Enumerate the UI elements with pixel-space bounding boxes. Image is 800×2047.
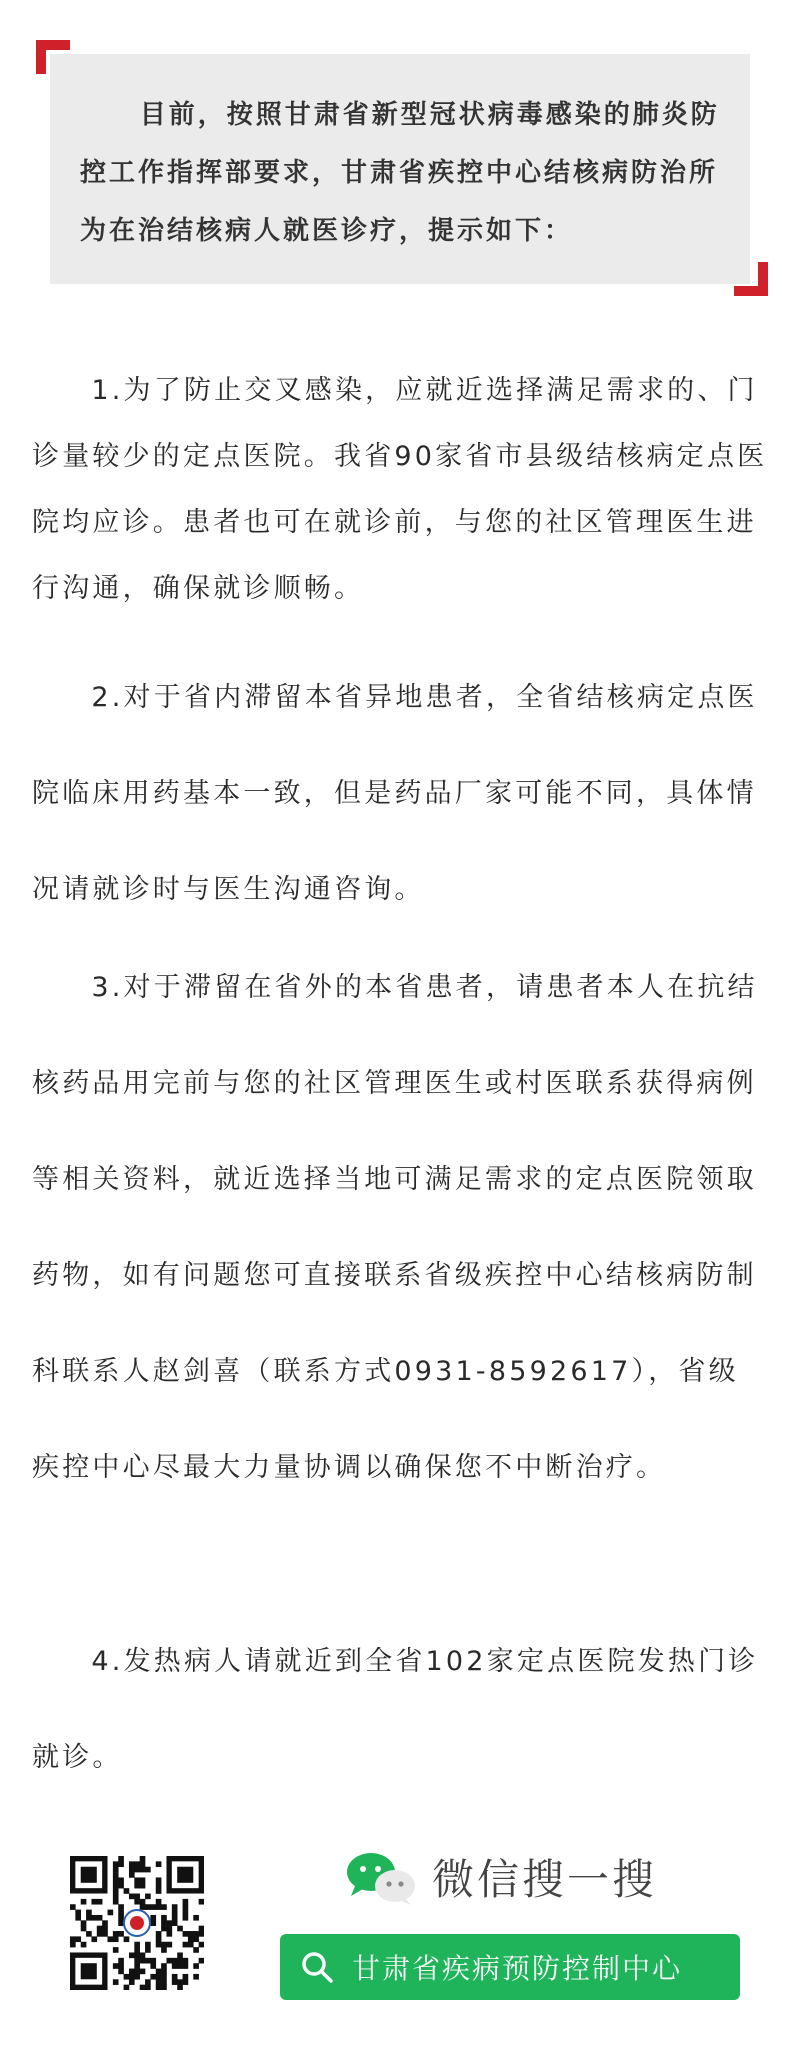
- qr-code-icon: [70, 1856, 204, 1990]
- paragraph-2: 2.对于省内滞留本省异地患者，全省结核病定点医院临床用药基本一致，但是药品厂家可能不同，具体情况请就诊时与医生沟通咨询。: [32, 682, 758, 905]
- intro-box: [50, 54, 750, 284]
- search-button-label: 甘肃省疾病预防控制中心: [352, 1952, 683, 1985]
- intro-text: 目前，按照甘肃省新型冠状病毒感染的肺炎防控工作指挥部要求，甘肃省疾控中心结核病防治所为在治结核病人就医诊疗，提示如下：: [80, 100, 720, 246]
- search-icon: [300, 1950, 334, 1984]
- wechat-search-title: 微信搜一搜: [432, 1855, 658, 1904]
- search-button[interactable]: [280, 1934, 740, 2000]
- corner-decoration-bottom-right: [734, 262, 768, 296]
- paragraph-3: 3.对于滞留在省外的本省患者，请患者本人在抗结核药品用完前与您的社区管理医生或村医联系获得病例等相关资料，就近选择当地可满足需求的定点医院领取药物，如有问题您可直接联系省级疾控中心结核病防制科联系人赵剑喜（联系方式0931-8592617），省级疾控中心尽最大力量协调以确保您不中断治疗。: [32, 972, 758, 1483]
- paragraph-1: 1.为了防止交叉感染，应就近选择满足需求的、门诊量较少的定点医院。我省90家省市县级结核病定点医院均应诊。患者也可在就诊前，与您的社区管理医生进行沟通，确保就诊顺畅。: [32, 375, 768, 604]
- wechat-logo-icon: [345, 1850, 417, 1906]
- paragraph-4: 4.发热病人请就近到全省102家定点医院发热门诊就诊。: [32, 1646, 759, 1773]
